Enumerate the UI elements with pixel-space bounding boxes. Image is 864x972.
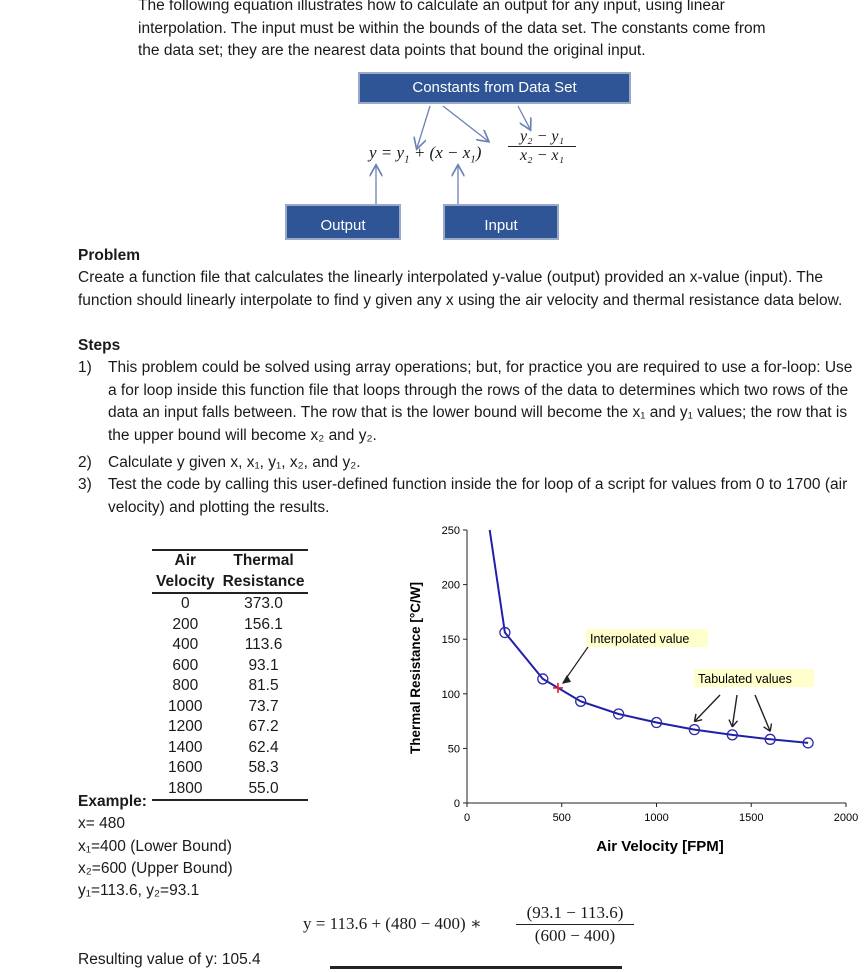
- table-row: [152, 593, 308, 615]
- example-x2: x₂=600 (Upper Bound): [78, 860, 233, 877]
- cell-velocity: 1600: [168, 759, 203, 776]
- cell-resistance: 373.0: [244, 595, 283, 612]
- x-tick-label: 500: [552, 812, 571, 824]
- table-row: [152, 717, 308, 738]
- calc-lhs: y = 113.6 + (480 − 400) ∗: [303, 914, 482, 933]
- output-box: Output: [285, 204, 401, 240]
- tabulated-arrow: [694, 695, 720, 722]
- cell-velocity: 400: [172, 636, 199, 653]
- x-tick-label: 2000: [833, 812, 859, 824]
- input-box: Input: [443, 204, 559, 240]
- cell-resistance: 67.2: [248, 718, 279, 735]
- cell-resistance: 81.5: [248, 677, 279, 694]
- calc-denominator: (600 − 400): [516, 924, 634, 947]
- data-table: [152, 549, 308, 801]
- x-tick-label: 1000: [644, 812, 669, 824]
- col-header-air: Air: [174, 552, 197, 569]
- cell-velocity: 1400: [168, 738, 203, 756]
- cell-resistance: 73.7: [248, 697, 279, 715]
- tabulated-arrow: [755, 695, 770, 731]
- intro-line-3: the data set; they are the nearest data points that bound the original input.: [138, 42, 646, 59]
- formula-fraction: [508, 128, 576, 165]
- chart-y-axis-label: Thermal Resistance [°C/W]: [408, 582, 423, 754]
- cell-resistance: 58.3: [248, 759, 279, 776]
- calc-fraction: [516, 902, 634, 947]
- problem-text: Create a function file that calculates the linearly interpolated y-value (output) provided an x-value (input). The function should linearly interpolate to find y given any x using the air velocity and thermal resistance data below.: [78, 269, 843, 309]
- thermal-resistance-chart: [400, 518, 864, 863]
- tabulated-callout-label: Tabulated values: [698, 672, 792, 686]
- cell-velocity: 800: [172, 677, 199, 694]
- table-row: [152, 615, 308, 636]
- cell-resistance: 113.6: [244, 636, 283, 653]
- y-tick-label: 50: [447, 743, 460, 756]
- cell-resistance: 62.4: [248, 738, 279, 756]
- table-row: [152, 738, 308, 759]
- y-tick-label: 150: [441, 634, 460, 647]
- cell-resistance: 55.0: [248, 779, 279, 797]
- step-item-3: 3) Test the code by calling this user-defined function inside the for loop of a script for values from 0 to 1700 (air velocity) and plotting the results.: [78, 476, 848, 516]
- intro-text: [138, 0, 858, 63]
- table-row: [152, 697, 308, 718]
- cell-velocity: 1800: [168, 779, 203, 797]
- cell-resistance: 93.1: [248, 656, 279, 674]
- intro-line-1: The following equation illustrates how to calculate an output for any input, using linear: [138, 0, 725, 14]
- chart-x-axis-label: Air Velocity [FPM]: [596, 838, 724, 855]
- interpolated-callout-label: Interpolated value: [590, 632, 690, 646]
- fraction-numerator: y₂ − y₁: [519, 128, 565, 145]
- problem-heading: Problem: [78, 247, 141, 264]
- example-y-values: y₁=113.6, y₂=93.1: [78, 882, 200, 899]
- col-header-velocity: Velocity: [156, 572, 215, 590]
- example-x1: x₁=400 (Lower Bound): [78, 838, 232, 855]
- step-item-1: 1) This problem could be solved using array operations; but, for practice you are required to use a for-loop: Use a for loop inside this function file that loops through the rows of the data to determines which two rows of the data an input falls between. The row that is the lower bound will become the x₁ and y₁ values; the row that is the upper bound will become x₂ and y₂.: [78, 359, 853, 444]
- cell-velocity: 0: [180, 595, 190, 612]
- cell-velocity: 1200: [168, 718, 203, 735]
- col-header-thermal: Thermal: [233, 552, 294, 569]
- example-heading: Example:: [78, 793, 147, 810]
- table-row: [152, 779, 308, 801]
- arrow-to-y1: [417, 106, 430, 148]
- interpolated-arrowhead: [562, 675, 571, 684]
- constants-box: Constants from Data Set: [358, 72, 631, 104]
- interpolation-formula: $y = y_1 + (x - x_1)$: [369, 143, 482, 166]
- arrow-to-x1: [443, 106, 488, 141]
- y-tick-label: 100: [441, 688, 460, 701]
- cell-resistance: 156.1: [244, 615, 283, 633]
- table-row: [152, 676, 308, 697]
- cell-velocity: 600: [172, 656, 199, 674]
- step-item-2: 2) Calculate y given x, x₁, y₁, x₂, and y₂.: [78, 454, 361, 471]
- table-row: [152, 656, 308, 677]
- y-tick-label: 200: [441, 579, 460, 592]
- col-header-resistance: Resistance: [222, 572, 305, 590]
- table-row: [152, 758, 308, 779]
- x-tick-label: 0: [463, 812, 471, 824]
- fraction-denominator: x₂ − x₁: [508, 146, 576, 165]
- example-result: Resulting value of y: 105.4: [78, 951, 261, 968]
- example-x: x= 480: [78, 815, 125, 832]
- y-tick-label: 0: [453, 798, 460, 810]
- intro-line-2: interpolation. The input must be within the bounds of the data set. The constants come from: [138, 19, 766, 37]
- cell-velocity: 1000: [168, 697, 203, 715]
- x-tick-label: 1500: [739, 812, 764, 824]
- arrow-to-y2: [518, 106, 530, 129]
- cell-velocity: 200: [172, 615, 199, 633]
- calc-numerator: (93.1 − 113.6): [526, 903, 624, 922]
- steps-heading: Steps: [78, 337, 121, 354]
- table-row: [152, 635, 308, 656]
- y-tick-label: 250: [441, 525, 460, 537]
